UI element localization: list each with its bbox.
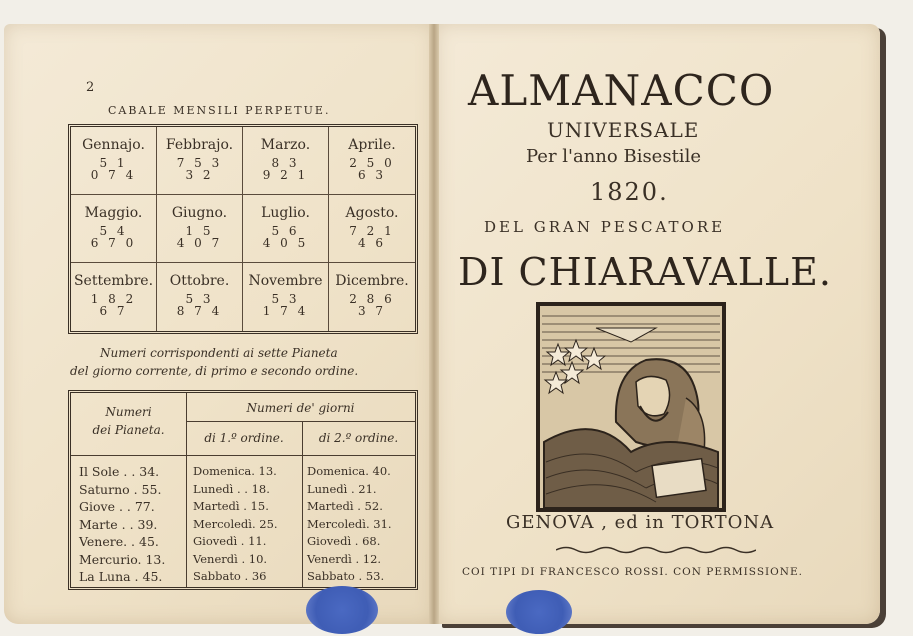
month-name: Aprile.	[348, 137, 396, 153]
month-cell	[157, 263, 243, 331]
first-order-column	[193, 463, 278, 586]
month-numbers	[243, 157, 328, 181]
month-numbers	[157, 225, 242, 249]
month-name: Dicembre.	[335, 273, 409, 289]
per-anno-line: Per l'anno Bisestile	[526, 146, 701, 167]
month-numbers	[329, 225, 415, 249]
month-name: Gennajo.	[82, 137, 145, 153]
month-numbers	[329, 157, 415, 181]
planet-row: Saturno . 55.	[79, 481, 162, 497]
month-numbers	[157, 157, 242, 181]
day-row: Sabbato . 36	[193, 569, 267, 583]
month-numbers	[157, 293, 242, 317]
day-row: Martedì . 52.	[307, 499, 383, 513]
second-order-column	[307, 463, 392, 586]
month-numbers	[71, 157, 156, 181]
numbers-line: 3 2	[185, 168, 214, 182]
month-name: Ottobre.	[169, 273, 230, 289]
chiaravalle-line: DI CHIARAVALLE.	[458, 250, 832, 294]
day-row: Domenica. 40.	[307, 464, 391, 478]
month-cell	[329, 127, 415, 195]
header-days: Numeri de' giorni	[246, 401, 355, 415]
numbers-line: 0 7 4	[90, 168, 137, 182]
numbers-line: 9 2 1	[262, 168, 309, 182]
month-cell	[71, 127, 157, 195]
day-row: Lunedì . 21.	[307, 481, 377, 496]
numbers-line: 6 7 0	[90, 236, 137, 250]
header-divider	[71, 455, 415, 456]
month-cell	[329, 263, 415, 331]
month-cell	[243, 127, 329, 195]
cabala-grid	[68, 124, 418, 334]
planet-row: Giove . . 77.	[79, 499, 155, 514]
day-row: Domenica. 13.	[193, 464, 277, 478]
planet-row: La Luna . 45.	[79, 569, 163, 584]
almanacco-title: ALMANACCO	[468, 66, 775, 115]
month-name: Giugno.	[171, 205, 228, 221]
header-planets-2: dei Pianeta.	[92, 423, 165, 437]
caption-line-2: del giorno corrente, di primo e secondo ordine.	[70, 364, 359, 378]
month-name: Maggio.	[84, 205, 143, 221]
numbers-line: 4 6	[357, 236, 387, 250]
month-cell	[329, 195, 415, 263]
numbers-line: 5 3	[185, 292, 214, 306]
printer-line: COI TIPI DI FRANCESCO ROSSI. CON PERMISSIONE.	[462, 566, 803, 578]
numbers-line: 3 7	[357, 304, 387, 318]
numbers-line: 4 0 5	[262, 236, 309, 250]
numbers-line: 2 5 0	[349, 156, 395, 170]
woodcut-illustration	[536, 302, 726, 512]
day-row: Lunedì . . 18.	[193, 481, 270, 496]
numbers-line: 2 8 6	[349, 292, 395, 306]
planet-row: Venere. . 45.	[79, 534, 159, 549]
numbers-line: 6 3	[357, 168, 387, 182]
numbers-line: 5 3	[271, 292, 300, 306]
header-second-order: di 2.º ordine.	[318, 431, 399, 445]
place-line: GENOVA , ed in TORTONA	[506, 512, 775, 533]
month-cell	[157, 127, 243, 195]
day-row: Venerdì . 12.	[307, 551, 382, 566]
month-name: Luglio.	[261, 205, 310, 221]
month-name: Agosto.	[345, 205, 399, 221]
month-cell	[71, 263, 157, 331]
month-name: Febbrajo.	[165, 137, 234, 153]
day-row: Sabbato . 53.	[307, 569, 385, 583]
numbers-line: 1 5	[185, 224, 214, 238]
numbers-line: 1 7 4	[262, 304, 309, 318]
page-number: 2	[86, 80, 95, 95]
year-line: 1820.	[590, 178, 669, 206]
month-numbers	[329, 293, 415, 317]
column-divider	[186, 393, 187, 587]
del-gran-pescatore-line: DEL GRAN PESCATORE	[484, 218, 726, 236]
caption-line-1: Numeri corrispondenti ai sette Pianeta	[100, 346, 338, 360]
column-divider	[302, 421, 303, 587]
day-row: Mercoledì. 31.	[307, 516, 392, 531]
planets-column	[79, 463, 165, 586]
month-cell	[243, 263, 329, 331]
numbers-line: 8 7 4	[176, 304, 223, 318]
universale-line: UNIVERSALE	[547, 118, 700, 142]
month-numbers	[71, 293, 156, 317]
header-planets-1: Numeri	[105, 405, 152, 419]
numbers-line: 7 5 3	[176, 156, 223, 170]
numbers-line: 5 4	[99, 224, 128, 238]
month-name: Settembre.	[73, 273, 154, 289]
month-numbers	[243, 293, 328, 317]
numbers-line: 1 8 2	[90, 292, 137, 306]
numbers-line: 8 3	[271, 156, 300, 170]
numbers-line: 7 2 1	[349, 224, 395, 238]
month-name: Novembre	[248, 273, 323, 289]
planet-row: Marte . . 39.	[79, 516, 158, 532]
day-row: Giovedì . 11.	[193, 534, 267, 548]
month-numbers	[71, 225, 156, 249]
decorative-rule	[556, 545, 756, 555]
numbers-line: 4 0 7	[176, 236, 223, 250]
header-divider	[186, 421, 415, 422]
month-cell	[71, 195, 157, 263]
numbers-line: 6 7	[99, 304, 128, 318]
blue-ink-stamp	[506, 590, 572, 634]
blue-ink-stamp	[306, 586, 378, 634]
day-row: Mercoledì. 25.	[193, 516, 278, 531]
numbers-line: 5 6	[271, 224, 300, 238]
planet-row: Il Sole . . 34.	[79, 464, 160, 479]
header-first-order: di 1.º ordine.	[204, 431, 284, 445]
cabale-title: CABALE MENSILI PERPETUE.	[108, 104, 331, 117]
numbers-line: 5 1	[99, 156, 128, 170]
month-cell	[243, 195, 329, 263]
month-name: Marzo.	[260, 137, 311, 153]
planet-table	[68, 390, 418, 590]
book-gutter	[429, 24, 439, 624]
month-cell	[157, 195, 243, 263]
month-numbers	[243, 225, 328, 249]
day-row: Giovedì . 68.	[307, 534, 381, 548]
day-row: Venerdì . 10.	[193, 551, 268, 566]
day-row: Martedì . 15.	[193, 499, 269, 513]
planet-row: Mercurio. 13.	[79, 551, 166, 567]
